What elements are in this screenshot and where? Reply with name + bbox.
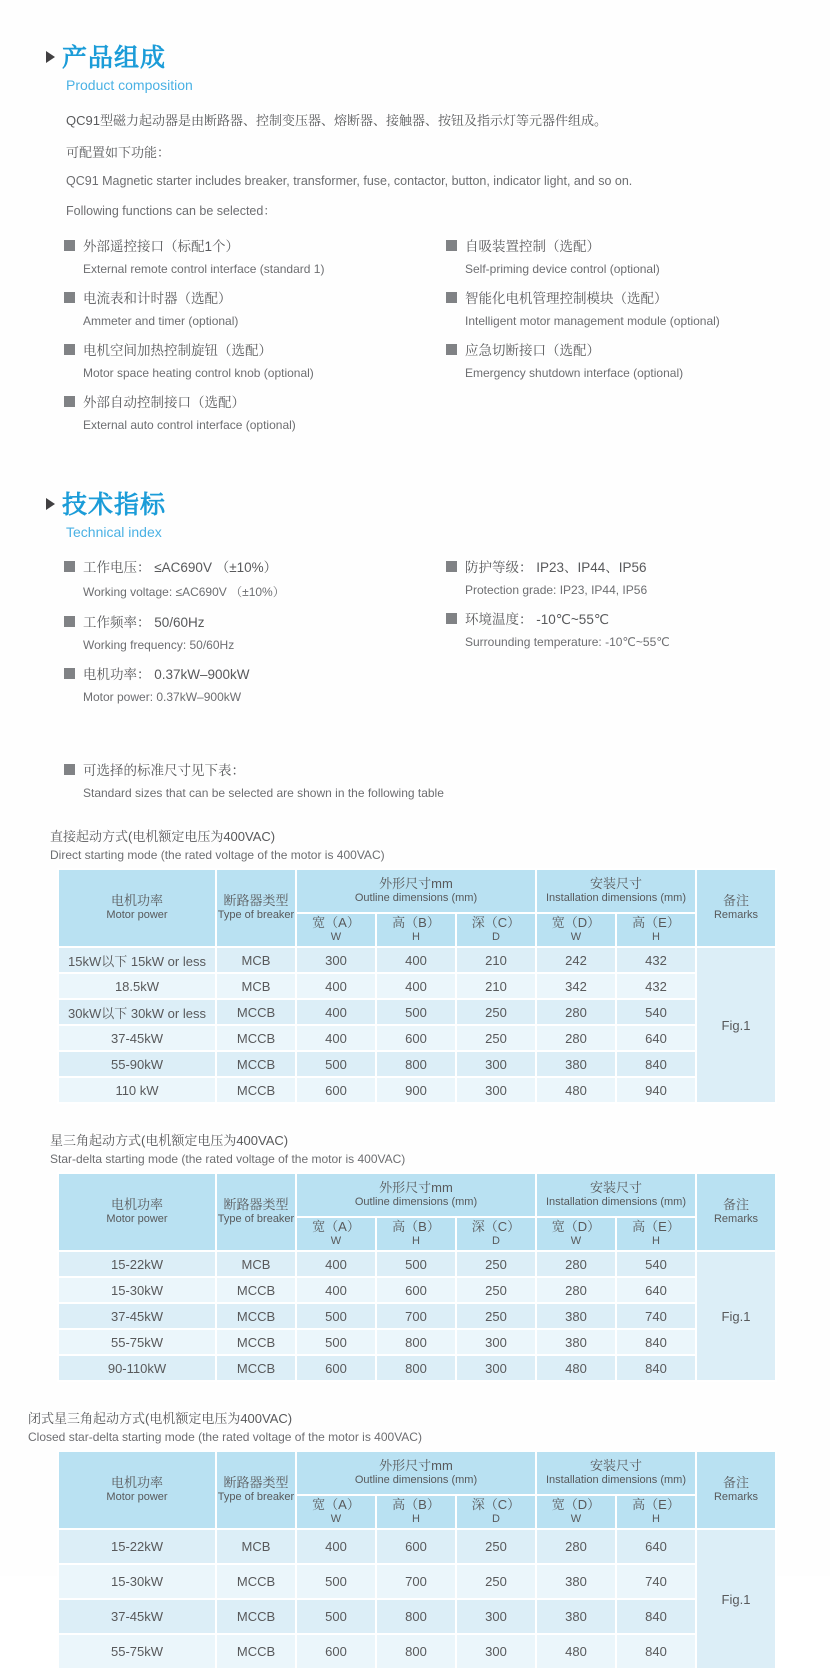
header-cell bbox=[376, 913, 456, 947]
cell-width-a: 400 bbox=[296, 1529, 376, 1564]
cell-depth-c: 300 bbox=[456, 1634, 536, 1669]
cell-depth-c: 250 bbox=[456, 1529, 536, 1564]
header-label-zh: 宽（D） bbox=[551, 1497, 601, 1512]
cell-height-b: 800 bbox=[376, 1599, 456, 1634]
header-label-en: Motor power bbox=[106, 1213, 168, 1226]
header-label-zh: 高（B） bbox=[392, 915, 440, 930]
intro-paragraphs bbox=[66, 110, 830, 219]
header-label-zh: 深（C） bbox=[471, 915, 521, 930]
header-label-en: H bbox=[412, 931, 420, 944]
header-cell bbox=[696, 1173, 776, 1251]
cell-motor-power: 15-30kW bbox=[58, 1564, 216, 1599]
cell-height-e: 840 bbox=[616, 1329, 696, 1355]
header-label-zh: 宽（A） bbox=[312, 1497, 360, 1512]
cell-motor-power: 15-22kW bbox=[58, 1251, 216, 1277]
spec-label-zh: 工作电压： ≤AC690V （±10%） bbox=[64, 556, 446, 576]
cell-motor-power: 30kW以下 30kW or less bbox=[58, 999, 216, 1025]
table-row bbox=[58, 1355, 776, 1381]
header-cell bbox=[696, 869, 776, 947]
cell-depth-c: 250 bbox=[456, 1251, 536, 1277]
header-label-en: Remarks bbox=[713, 1213, 758, 1226]
table-row bbox=[58, 1077, 776, 1103]
table-row bbox=[58, 947, 776, 973]
cell-width-a: 400 bbox=[296, 973, 376, 999]
table-row bbox=[58, 1277, 776, 1303]
feature-item bbox=[446, 339, 830, 380]
cell-width-a: 400 bbox=[296, 999, 376, 1025]
intro-paragraph-en: QC91 Magnetic starter includes breaker, transformer, fuse, contactor, button, indicator light, and so on. bbox=[66, 174, 633, 188]
header-cell bbox=[216, 1451, 296, 1529]
cell-breaker-type: MCB bbox=[216, 1251, 296, 1277]
header-label-zh: 宽（D） bbox=[551, 1219, 601, 1234]
cell-height-e: 840 bbox=[616, 1599, 696, 1634]
cell-height-e: 940 bbox=[616, 1077, 696, 1103]
header-label-en: H bbox=[652, 1235, 660, 1248]
cell-depth-c: 210 bbox=[456, 947, 536, 973]
cell-depth-c: 250 bbox=[456, 1303, 536, 1329]
header-label-zh: 外形尺寸mm bbox=[379, 876, 453, 891]
spec-list bbox=[64, 556, 830, 715]
cell-depth-c: 300 bbox=[456, 1355, 536, 1381]
cell-width-d: 380 bbox=[536, 1564, 616, 1599]
header-label-en: Installation dimensions (mm) bbox=[546, 1196, 686, 1209]
cell-width-d: 380 bbox=[536, 1303, 616, 1329]
header-cell bbox=[536, 913, 616, 947]
size-table bbox=[57, 1450, 777, 1670]
cell-width-a: 500 bbox=[296, 1051, 376, 1077]
cell-breaker-type: MCCB bbox=[216, 1355, 296, 1381]
section-title-zh: 产品组成 bbox=[62, 44, 167, 72]
cell-width-a: 400 bbox=[296, 1277, 376, 1303]
header-cell bbox=[456, 1495, 536, 1529]
spec-column-left bbox=[64, 556, 446, 715]
feature-item bbox=[64, 287, 446, 328]
cell-remark: Fig.1 bbox=[696, 1529, 776, 1669]
cell-width-a: 500 bbox=[296, 1303, 376, 1329]
header-label-zh: 断路器类型 bbox=[223, 1197, 289, 1212]
header-label-zh: 电机功率 bbox=[110, 893, 163, 908]
header-label-en: Type of breaker bbox=[217, 1213, 295, 1226]
cell-depth-c: 300 bbox=[456, 1329, 536, 1355]
cell-height-b: 400 bbox=[376, 973, 456, 999]
table-title-en: Closed star-delta starting mode (the rated voltage of the motor is 400VAC) bbox=[28, 1430, 422, 1444]
header-cell bbox=[536, 1173, 696, 1217]
feature-column-right bbox=[446, 235, 830, 443]
cell-height-e: 840 bbox=[616, 1051, 696, 1077]
feature-column-left bbox=[64, 235, 446, 443]
header-cell bbox=[376, 1217, 456, 1251]
feature-label-en: Intelligent motor management module (optional) bbox=[465, 314, 720, 328]
size-table bbox=[57, 868, 777, 1104]
header-cell bbox=[296, 913, 376, 947]
cell-height-b: 600 bbox=[376, 1277, 456, 1303]
feature-label-zh: 应急切断接口（选配） bbox=[446, 339, 830, 359]
cell-height-e: 640 bbox=[616, 1025, 696, 1051]
cell-width-a: 600 bbox=[296, 1077, 376, 1103]
cell-breaker-type: MCB bbox=[216, 1529, 296, 1564]
header-label-zh: 电机功率 bbox=[110, 1197, 163, 1212]
spec-item bbox=[446, 556, 830, 597]
cell-width-d: 280 bbox=[536, 999, 616, 1025]
cell-motor-power: 55-75kW bbox=[58, 1634, 216, 1669]
header-label-zh: 宽（A） bbox=[312, 1219, 360, 1234]
cell-breaker-type: MCCB bbox=[216, 1051, 296, 1077]
header-cell bbox=[536, 1217, 616, 1251]
table-title-zh: 直接起动方式(电机额定电压为400VAC) bbox=[50, 829, 276, 844]
cell-breaker-type: MCCB bbox=[216, 1025, 296, 1051]
header-label-en: W bbox=[330, 931, 342, 944]
spec-item bbox=[64, 611, 446, 652]
section-title-zh: 技术指标 bbox=[62, 491, 167, 519]
spec-label-en: Motor power: 0.37kW–900kW bbox=[83, 690, 242, 704]
feature-label-en: External remote control interface (standard 1) bbox=[83, 262, 325, 276]
header-label-en: W bbox=[570, 931, 582, 944]
feature-label-zh: 外部自动控制接口（选配） bbox=[64, 391, 446, 411]
cell-width-a: 500 bbox=[296, 1564, 376, 1599]
header-label-en: Outline dimensions (mm) bbox=[354, 1196, 478, 1209]
header-cell bbox=[296, 1217, 376, 1251]
header-label-en: Type of breaker bbox=[217, 1491, 295, 1504]
feature-label-en: Motor space heating control knob (optional) bbox=[83, 366, 314, 380]
feature-label-en: Self-priming device control (optional) bbox=[465, 262, 660, 276]
header-cell bbox=[296, 1173, 536, 1217]
intro-paragraph-zh: QC91型磁力起动器是由断路器、控制变压器、熔断器、接触器、按钮及指示灯等元器件组成。 bbox=[66, 113, 607, 128]
cell-width-a: 500 bbox=[296, 1329, 376, 1355]
table-title bbox=[50, 1130, 830, 1166]
cell-height-b: 500 bbox=[376, 999, 456, 1025]
cell-width-d: 280 bbox=[536, 1251, 616, 1277]
cell-height-e: 540 bbox=[616, 1251, 696, 1277]
header-label-en: W bbox=[330, 1235, 342, 1248]
cell-height-b: 600 bbox=[376, 1529, 456, 1564]
cell-width-d: 480 bbox=[536, 1355, 616, 1381]
cell-width-d: 480 bbox=[536, 1077, 616, 1103]
table-title-zh: 星三角起动方式(电机额定电压为400VAC) bbox=[50, 1133, 289, 1148]
cell-width-a: 500 bbox=[296, 1599, 376, 1634]
header-label-zh: 备注 bbox=[722, 1197, 749, 1212]
header-cell bbox=[296, 1451, 536, 1495]
note-label-zh: 可选择的标准尺寸见下表： bbox=[64, 759, 830, 779]
header-label-zh: 断路器类型 bbox=[223, 1475, 289, 1490]
spec-label-zh: 环境温度： -10℃~55℃ bbox=[446, 608, 830, 628]
header-cell bbox=[216, 1173, 296, 1251]
header-cell bbox=[296, 1495, 376, 1529]
section-title-en: Technical index bbox=[66, 524, 162, 540]
header-cell bbox=[58, 1173, 216, 1251]
feature-item bbox=[446, 235, 830, 276]
header-label-en: W bbox=[570, 1513, 582, 1526]
cell-depth-c: 210 bbox=[456, 973, 536, 999]
cell-motor-power: 18.5kW bbox=[58, 973, 216, 999]
table-title-zh: 闭式星三角起动方式(电机额定电压为400VAC) bbox=[28, 1411, 293, 1426]
cell-height-e: 540 bbox=[616, 999, 696, 1025]
section-arrow-icon bbox=[46, 498, 55, 510]
header-label-zh: 断路器类型 bbox=[223, 893, 289, 908]
header-label-zh: 安装尺寸 bbox=[589, 1458, 642, 1473]
size-table bbox=[57, 1172, 777, 1382]
header-cell bbox=[58, 1451, 216, 1529]
header-label-zh: 宽（A） bbox=[312, 915, 360, 930]
header-label-zh: 安装尺寸 bbox=[589, 1180, 642, 1195]
feature-label-zh: 电机空间加热控制旋钮（选配） bbox=[64, 339, 446, 359]
cell-motor-power: 90-110kW bbox=[58, 1355, 216, 1381]
cell-depth-c: 300 bbox=[456, 1051, 536, 1077]
cell-height-b: 600 bbox=[376, 1025, 456, 1051]
header-label-en: Remarks bbox=[713, 909, 758, 922]
size-tables bbox=[0, 826, 830, 1670]
cell-width-d: 480 bbox=[536, 1634, 616, 1669]
cell-breaker-type: MCCB bbox=[216, 1077, 296, 1103]
cell-height-e: 840 bbox=[616, 1634, 696, 1669]
cell-height-e: 640 bbox=[616, 1529, 696, 1564]
section-product-composition bbox=[0, 38, 830, 443]
cell-width-a: 400 bbox=[296, 1025, 376, 1051]
header-cell bbox=[536, 869, 696, 913]
feature-item bbox=[64, 235, 446, 276]
cell-depth-c: 250 bbox=[456, 1277, 536, 1303]
table-title-en: Direct starting mode (the rated voltage of the motor is 400VAC) bbox=[50, 848, 385, 862]
table-title-en: Star-delta starting mode (the rated voltage of the motor is 400VAC) bbox=[50, 1152, 406, 1166]
header-label-en: Motor power bbox=[106, 909, 168, 922]
header-label-en: H bbox=[412, 1235, 420, 1248]
cell-breaker-type: MCCB bbox=[216, 1564, 296, 1599]
header-label-zh: 高（E） bbox=[632, 1497, 680, 1512]
cell-height-e: 432 bbox=[616, 947, 696, 973]
header-label-en: Outline dimensions (mm) bbox=[354, 1474, 478, 1487]
cell-motor-power: 55-90kW bbox=[58, 1051, 216, 1077]
header-label-en: Installation dimensions (mm) bbox=[546, 892, 686, 905]
header-cell bbox=[456, 913, 536, 947]
cell-motor-power: 15-30kW bbox=[58, 1277, 216, 1303]
header-cell bbox=[376, 1495, 456, 1529]
table-row bbox=[58, 1564, 776, 1599]
header-cell bbox=[616, 1217, 696, 1251]
table-row bbox=[58, 1599, 776, 1634]
cell-breaker-type: MCCB bbox=[216, 999, 296, 1025]
cell-height-b: 800 bbox=[376, 1329, 456, 1355]
cell-motor-power: 110 kW bbox=[58, 1077, 216, 1103]
cell-height-e: 740 bbox=[616, 1303, 696, 1329]
spec-label-zh: 工作频率： 50/60Hz bbox=[64, 611, 446, 631]
intro-paragraph-zh: 可配置如下功能： bbox=[66, 145, 171, 160]
section-title-en: Product composition bbox=[66, 77, 193, 93]
cell-height-b: 700 bbox=[376, 1303, 456, 1329]
header-label-zh: 宽（D） bbox=[551, 915, 601, 930]
header-label-en: W bbox=[570, 1235, 582, 1248]
header-cell bbox=[296, 869, 536, 913]
header-label-en: D bbox=[492, 1235, 500, 1248]
cell-height-b: 700 bbox=[376, 1564, 456, 1599]
table-title bbox=[50, 826, 830, 862]
header-label-zh: 外形尺寸mm bbox=[379, 1458, 453, 1473]
cell-height-e: 640 bbox=[616, 1277, 696, 1303]
spec-label-zh: 防护等级： IP23、IP44、IP56 bbox=[446, 556, 830, 576]
feature-label-zh: 智能化电机管理控制模块（选配） bbox=[446, 287, 830, 307]
cell-width-d: 342 bbox=[536, 973, 616, 999]
cell-depth-c: 300 bbox=[456, 1599, 536, 1634]
cell-depth-c: 250 bbox=[456, 999, 536, 1025]
table-row bbox=[58, 973, 776, 999]
cell-width-a: 400 bbox=[296, 1251, 376, 1277]
cell-height-e: 432 bbox=[616, 973, 696, 999]
table-row bbox=[58, 1529, 776, 1564]
spec-column-right bbox=[446, 556, 830, 715]
table-row bbox=[58, 1025, 776, 1051]
section-arrow-icon bbox=[46, 51, 55, 63]
cell-breaker-type: MCCB bbox=[216, 1277, 296, 1303]
header-cell bbox=[216, 869, 296, 947]
section-header bbox=[46, 38, 830, 74]
header-label-en: H bbox=[652, 1513, 660, 1526]
feature-label-en: External auto control interface (optional) bbox=[83, 418, 296, 432]
header-cell bbox=[616, 1495, 696, 1529]
cell-height-b: 800 bbox=[376, 1051, 456, 1077]
header-label-en: Installation dimensions (mm) bbox=[546, 1474, 686, 1487]
header-label-zh: 备注 bbox=[722, 1475, 749, 1490]
header-label-en: Motor power bbox=[106, 1491, 168, 1504]
header-label-zh: 高（E） bbox=[632, 915, 680, 930]
header-label-en: W bbox=[330, 1513, 342, 1526]
table-row bbox=[58, 1051, 776, 1077]
cell-depth-c: 250 bbox=[456, 1564, 536, 1599]
header-label-zh: 深（C） bbox=[471, 1219, 521, 1234]
feature-item bbox=[64, 339, 446, 380]
header-label-zh: 电机功率 bbox=[110, 1475, 163, 1490]
cell-motor-power: 37-45kW bbox=[58, 1303, 216, 1329]
cell-remark: Fig.1 bbox=[696, 947, 776, 1103]
header-label-en: D bbox=[492, 931, 500, 944]
spec-label-en: Surrounding temperature: -10℃~55℃ bbox=[465, 635, 670, 649]
header-label-en: Remarks bbox=[713, 1491, 758, 1504]
header-label-en: D bbox=[492, 1513, 500, 1526]
cell-motor-power: 37-45kW bbox=[58, 1599, 216, 1634]
cell-width-d: 380 bbox=[536, 1051, 616, 1077]
header-label-en: H bbox=[412, 1513, 420, 1526]
spec-label-en: Protection grade: IP23, IP44, IP56 bbox=[465, 583, 648, 597]
cell-remark: Fig.1 bbox=[696, 1251, 776, 1381]
feature-label-zh: 自吸装置控制（选配） bbox=[446, 235, 830, 255]
spec-label-zh: 电机功率： 0.37kW–900kW bbox=[64, 663, 446, 683]
feature-label-zh: 外部遥控接口（标配1个） bbox=[64, 235, 446, 255]
spec-label-en: Working frequency: 50/60Hz bbox=[83, 638, 235, 652]
section-header bbox=[46, 485, 830, 521]
cell-height-b: 900 bbox=[376, 1077, 456, 1103]
cell-motor-power: 55-75kW bbox=[58, 1329, 216, 1355]
cell-breaker-type: MCCB bbox=[216, 1634, 296, 1669]
spec-item bbox=[446, 608, 830, 649]
table-row bbox=[58, 999, 776, 1025]
feature-label-zh: 电流表和计时器（选配） bbox=[64, 287, 446, 307]
cell-width-d: 280 bbox=[536, 1025, 616, 1051]
header-label-zh: 外形尺寸mm bbox=[379, 1180, 453, 1195]
feature-label-en: Emergency shutdown interface (optional) bbox=[465, 366, 684, 380]
header-cell bbox=[456, 1217, 536, 1251]
feature-list bbox=[64, 235, 830, 443]
feature-item bbox=[64, 391, 446, 432]
header-cell bbox=[536, 1451, 696, 1495]
header-label-en: H bbox=[652, 931, 660, 944]
cell-width-a: 600 bbox=[296, 1355, 376, 1381]
header-cell bbox=[536, 1495, 616, 1529]
header-cell bbox=[616, 913, 696, 947]
header-cell bbox=[696, 1451, 776, 1529]
table-row bbox=[58, 1634, 776, 1669]
spec-label-en: Working voltage: ≤AC690V （±10%） bbox=[83, 585, 285, 599]
cell-width-d: 280 bbox=[536, 1529, 616, 1564]
cell-motor-power: 15-22kW bbox=[58, 1529, 216, 1564]
cell-width-d: 380 bbox=[536, 1599, 616, 1634]
cell-height-b: 800 bbox=[376, 1355, 456, 1381]
table-title bbox=[28, 1408, 830, 1444]
cell-breaker-type: MCCB bbox=[216, 1303, 296, 1329]
cell-breaker-type: MCCB bbox=[216, 1599, 296, 1634]
standard-size-note bbox=[64, 759, 830, 800]
header-label-zh: 高（E） bbox=[632, 1219, 680, 1234]
cell-height-b: 400 bbox=[376, 947, 456, 973]
table-row bbox=[58, 1251, 776, 1277]
cell-breaker-type: MCCB bbox=[216, 1329, 296, 1355]
cell-motor-power: 37-45kW bbox=[58, 1025, 216, 1051]
cell-width-a: 600 bbox=[296, 1634, 376, 1669]
header-label-zh: 安装尺寸 bbox=[589, 876, 642, 891]
header-cell bbox=[58, 869, 216, 947]
cell-height-e: 740 bbox=[616, 1564, 696, 1599]
cell-height-e: 840 bbox=[616, 1355, 696, 1381]
header-label-zh: 备注 bbox=[722, 893, 749, 908]
table-row bbox=[58, 1303, 776, 1329]
feature-item bbox=[446, 287, 830, 328]
cell-breaker-type: MCB bbox=[216, 973, 296, 999]
cell-breaker-type: MCB bbox=[216, 947, 296, 973]
cell-depth-c: 300 bbox=[456, 1077, 536, 1103]
cell-depth-c: 250 bbox=[456, 1025, 536, 1051]
cell-height-b: 800 bbox=[376, 1634, 456, 1669]
spec-item bbox=[64, 663, 446, 704]
table-row bbox=[58, 1329, 776, 1355]
cell-motor-power: 15kW以下 15kW or less bbox=[58, 947, 216, 973]
cell-width-d: 280 bbox=[536, 1277, 616, 1303]
cell-height-b: 500 bbox=[376, 1251, 456, 1277]
header-label-en: Outline dimensions (mm) bbox=[354, 892, 478, 905]
intro-paragraph-en: Following functions can be selected： bbox=[66, 204, 276, 218]
header-label-en: Type of breaker bbox=[217, 909, 295, 922]
header-label-zh: 高（B） bbox=[392, 1219, 440, 1234]
header-label-zh: 高（B） bbox=[392, 1497, 440, 1512]
feature-label-en: Ammeter and timer (optional) bbox=[83, 314, 239, 328]
cell-width-d: 380 bbox=[536, 1329, 616, 1355]
header-label-zh: 深（C） bbox=[471, 1497, 521, 1512]
cell-width-d: 242 bbox=[536, 947, 616, 973]
note-label-en: Standard sizes that can be selected are shown in the following table bbox=[83, 786, 444, 800]
spec-item bbox=[64, 556, 446, 600]
section-technical-index bbox=[0, 485, 830, 800]
cell-width-a: 300 bbox=[296, 947, 376, 973]
